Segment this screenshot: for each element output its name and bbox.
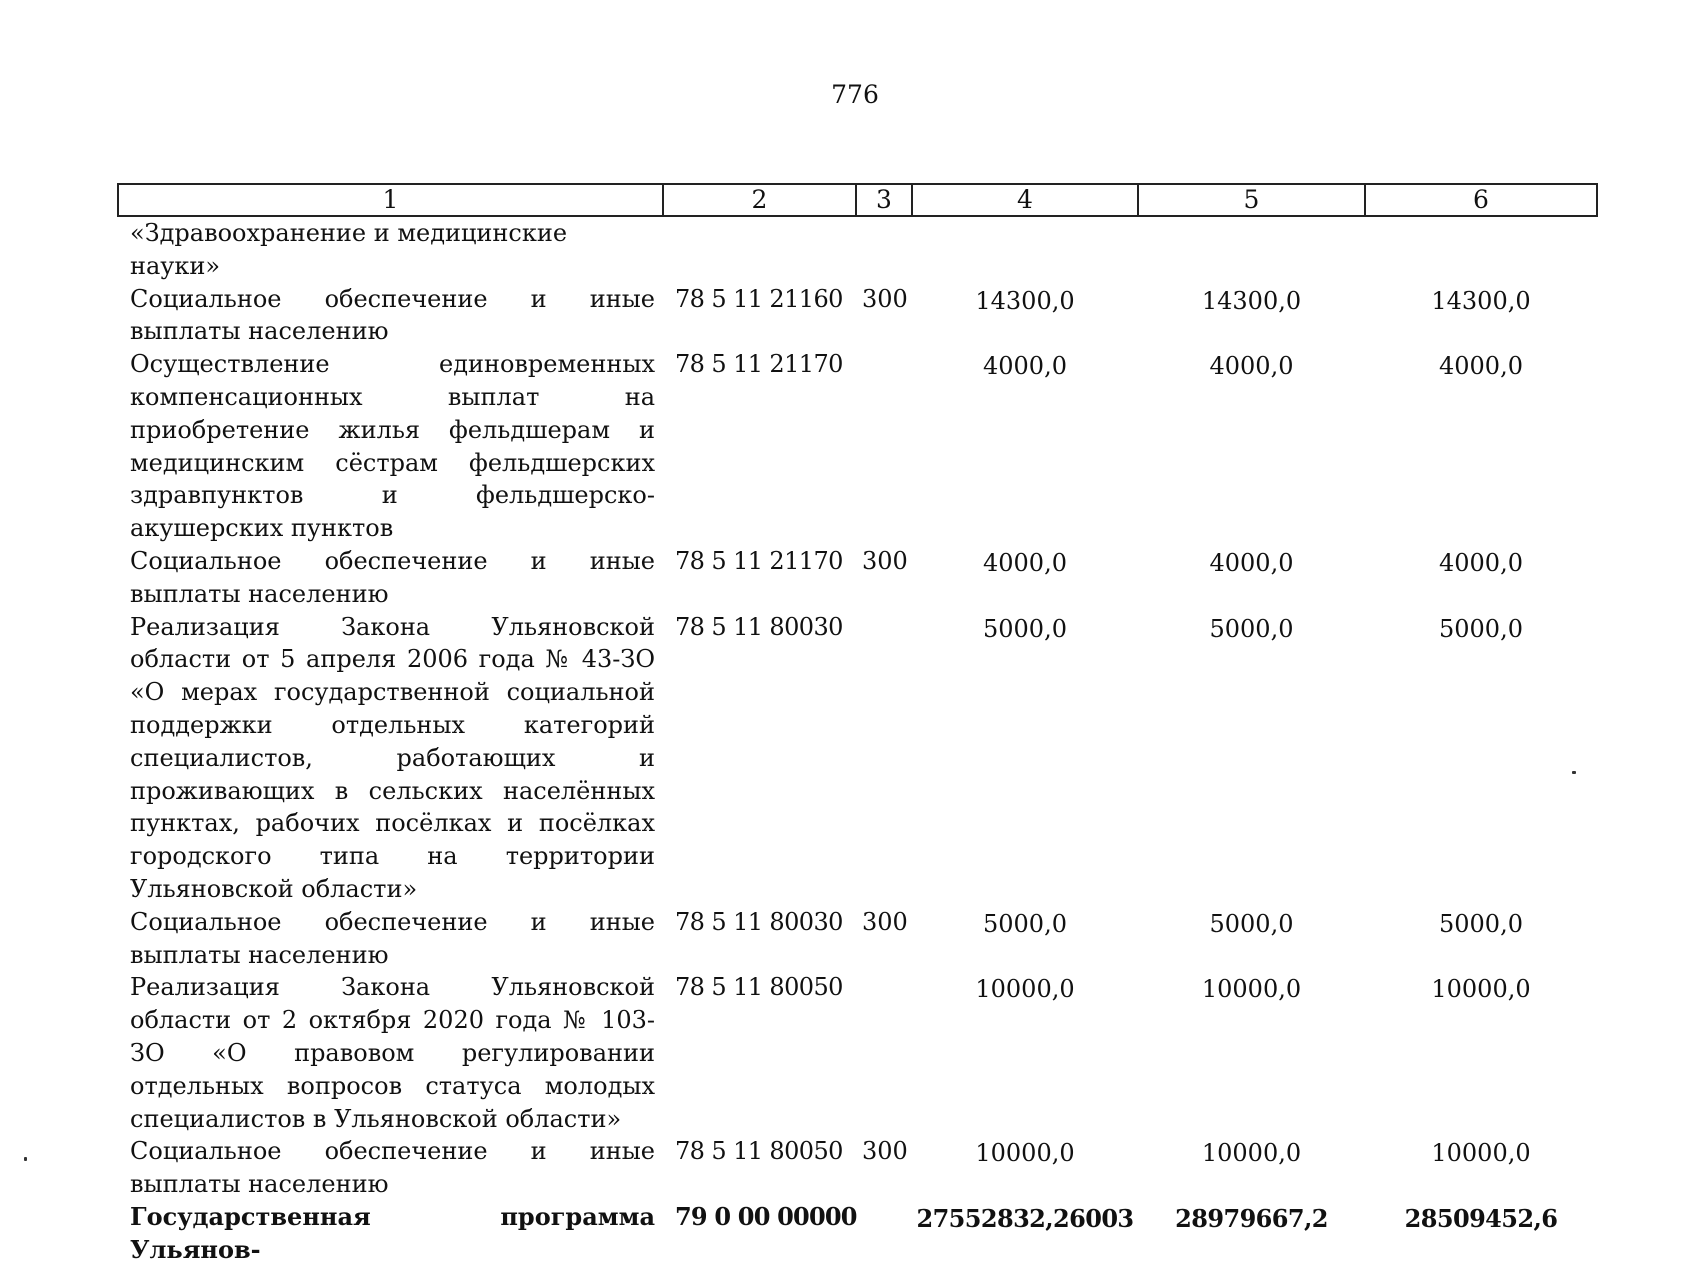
row-code: 78 5 11 80050 [675, 973, 843, 1002]
row-value-4: 10000,0 [975, 975, 1075, 1004]
column-header-3: 3 [856, 184, 912, 216]
budget-table [117, 183, 1598, 1267]
row-value-4 [912, 216, 1138, 283]
row-type [856, 1201, 912, 1267]
row-code: 78 5 11 80030 [675, 612, 843, 641]
row-name: Социальное обеспечение и иные выплаты населению [130, 1137, 655, 1199]
table-row [118, 545, 1597, 611]
row-value-4: 4000,0 [983, 548, 1067, 577]
table-row [118, 216, 1597, 283]
row-type: 300 [862, 546, 908, 575]
row-type: 300 [862, 907, 908, 936]
row-code: 78 5 11 21160 [675, 284, 843, 313]
row-type [856, 348, 912, 545]
row-value-5: 4000,0 [1209, 352, 1294, 381]
row-value-5: 10000,0 [1201, 1139, 1302, 1168]
table-row [118, 1135, 1597, 1201]
row-value-4: 10000,0 [975, 1139, 1075, 1168]
row-value-4: 4000,0 [983, 352, 1067, 381]
scan-speck [24, 1157, 27, 1161]
table-row-program-total [118, 1201, 1597, 1267]
table-row [118, 348, 1597, 545]
row-value-4: 27552832,26003 [916, 1203, 1134, 1233]
row-value-5: 28979667,2 [1175, 1203, 1328, 1233]
row-value-4: 5000,0 [983, 614, 1067, 643]
row-code: 78 5 11 21170 [675, 350, 843, 379]
row-value-4: 5000,0 [983, 909, 1067, 938]
column-header-5: 5 [1138, 184, 1365, 216]
row-value-6: 14300,0 [1431, 286, 1531, 315]
row-name: Осуществление единовременных компенсационных выплат на приобретение жилья фельдшерам и медицинским сёстрам фельдшерских здравпунктов и фельдшерско-акушерских пунктов [130, 350, 655, 543]
row-code: 78 5 11 21170 [675, 546, 843, 575]
row-value-6 [1365, 216, 1597, 283]
row-name: Социальное обеспечение и иные выплаты населению [130, 546, 655, 608]
row-value-5 [1138, 216, 1365, 283]
table-row [118, 971, 1597, 1135]
row-value-6: 10000,0 [1431, 1139, 1531, 1168]
row-value-5: 14300,0 [1201, 286, 1302, 315]
table-row [118, 611, 1597, 906]
row-code: 79 0 00 00000 [675, 1201, 857, 1231]
row-type [856, 216, 912, 283]
table-row [118, 906, 1597, 972]
row-value-6: 10000,0 [1431, 975, 1531, 1004]
header-row [118, 184, 1597, 216]
scan-speck [1572, 771, 1576, 774]
row-value-6: 5000,0 [1439, 614, 1523, 643]
row-type [856, 611, 912, 906]
table-row [118, 283, 1597, 349]
page-number: 776 [831, 80, 879, 109]
row-value-5: 5000,0 [1209, 909, 1294, 938]
column-header-2: 2 [663, 184, 856, 216]
row-type: 300 [862, 1137, 908, 1166]
row-name: Реализация Закона Ульяновской области от 5 апреля 2006 года № 43-ЗО «О мерах государственной социальной поддержки отдельных категорий специалистов, работающих и проживающих в сельских населённых пунктах, рабочих посёлках и посёлках городского типа на территории Ульяновской области» [130, 612, 655, 903]
row-code: 78 5 11 80050 [675, 1137, 843, 1166]
row-value-6: 4000,0 [1439, 352, 1523, 381]
row-type: 300 [862, 284, 908, 313]
row-value-4: 14300,0 [975, 286, 1075, 315]
row-value-6: 4000,0 [1439, 548, 1523, 577]
column-header-6: 6 [1365, 184, 1597, 216]
row-name: Государственная программа Ульянов- [130, 1201, 655, 1264]
row-value-5: 4000,0 [1209, 548, 1294, 577]
row-value-5: 5000,0 [1209, 614, 1294, 643]
table-body [118, 216, 1597, 1267]
row-name: «Здравоохранение и медицинские науки» [130, 219, 568, 280]
row-name: Социальное обеспечение и иные выплаты населению [130, 284, 655, 346]
row-code: 78 5 11 80030 [675, 907, 843, 936]
row-value-5: 10000,0 [1201, 975, 1302, 1004]
row-name: Реализация Закона Ульяновской области от 2 октября 2020 года № 103-ЗО «О правовом регулировании отдельных вопросов статуса молодых специалистов в Ульяновской области» [130, 973, 655, 1133]
row-code [663, 216, 856, 283]
budget-table-container [117, 183, 1596, 1267]
column-header-4: 4 [912, 184, 1138, 216]
row-value-6: 5000,0 [1439, 909, 1523, 938]
row-value-6: 28509452,6 [1404, 1203, 1558, 1233]
column-header-1: 1 [118, 184, 663, 216]
row-name: Социальное обеспечение и иные выплаты населению [130, 907, 655, 969]
row-type [856, 971, 912, 1135]
